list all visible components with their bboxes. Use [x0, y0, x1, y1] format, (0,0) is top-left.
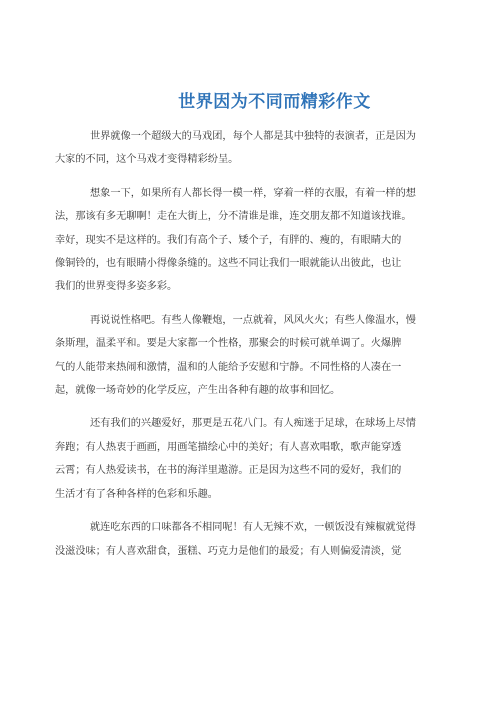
paragraph [55, 182, 458, 299]
document-title: 世界因为不同而精彩作文 [178, 92, 371, 112]
text-line: 奔跑；有人热衷于画画，用画笔描绘心中的美好；有人喜欢唱歌，歌声能穿透 [55, 441, 402, 453]
paragraph [55, 516, 458, 563]
text-line: 像铜铃的，也有眼睛小得像条缝的。这些不同让我们一眼就能认出彼此，也让 [55, 258, 402, 270]
text-line: 生活才有了各种各样的色彩和乐趣。 [55, 488, 218, 500]
text-line: 法，那该有多无聊啊！走在大街上，分不清谁是谁，连交朋友都不知道该找谁。 [55, 211, 412, 223]
text-line: 大家的不同，这个马戏才变得精彩纷呈。 [55, 154, 239, 166]
text-line: 云霄；有人热爱读书，在书的海洋里遨游。正是因为这些不同的爱好，我们的 [55, 465, 402, 477]
text-line: 世界就像一个超级大的马戏团，每个人都是其中独特的表演者，正是因为 [90, 131, 416, 142]
paragraph [55, 412, 458, 506]
text-line: 我们的世界变得多姿多彩。 [55, 281, 178, 293]
text-line: 没滋没味；有人喜欢甜食，蛋糕、巧克力是他们的最爱；有人则偏爱清淡，觉 [55, 545, 402, 557]
paragraph [55, 309, 458, 403]
paragraph [55, 125, 458, 172]
text-line: 再说说性格吧。有些人像鞭炮，一点就着，风风火火；有些人像温水，慢 [90, 314, 416, 326]
text-line: 还有我们的兴趣爱好，那更是五花八门。有人痴迷于足球，在球场上尽情 [90, 418, 416, 430]
text-line: 想象一下，如果所有人都长得一模一样，穿着一样的衣服，有着一样的想 [90, 187, 416, 199]
document-body [55, 125, 458, 563]
text-line: 幸好，现实不是这样的。我们有高个子、矮个子，有胖的、瘦的，有眼睛大的 [55, 234, 402, 246]
text-line: 就连吃东西的口味都各不相同呢！有人无辣不欢，一顿饭没有辣椒就觉得 [90, 522, 416, 534]
text-line: 条斯理，温柔平和。要是大家都一个性格，那聚会的时候可就单调了。火爆脾 [55, 338, 402, 350]
text-line: 气的人能带来热闹和激情，温和的人能给予安慰和宁静。不同性格的人凑在一 [55, 361, 402, 373]
text-line: 起，就像一场奇妙的化学反应，产生出各种有趣的故事和回忆。 [55, 385, 341, 397]
